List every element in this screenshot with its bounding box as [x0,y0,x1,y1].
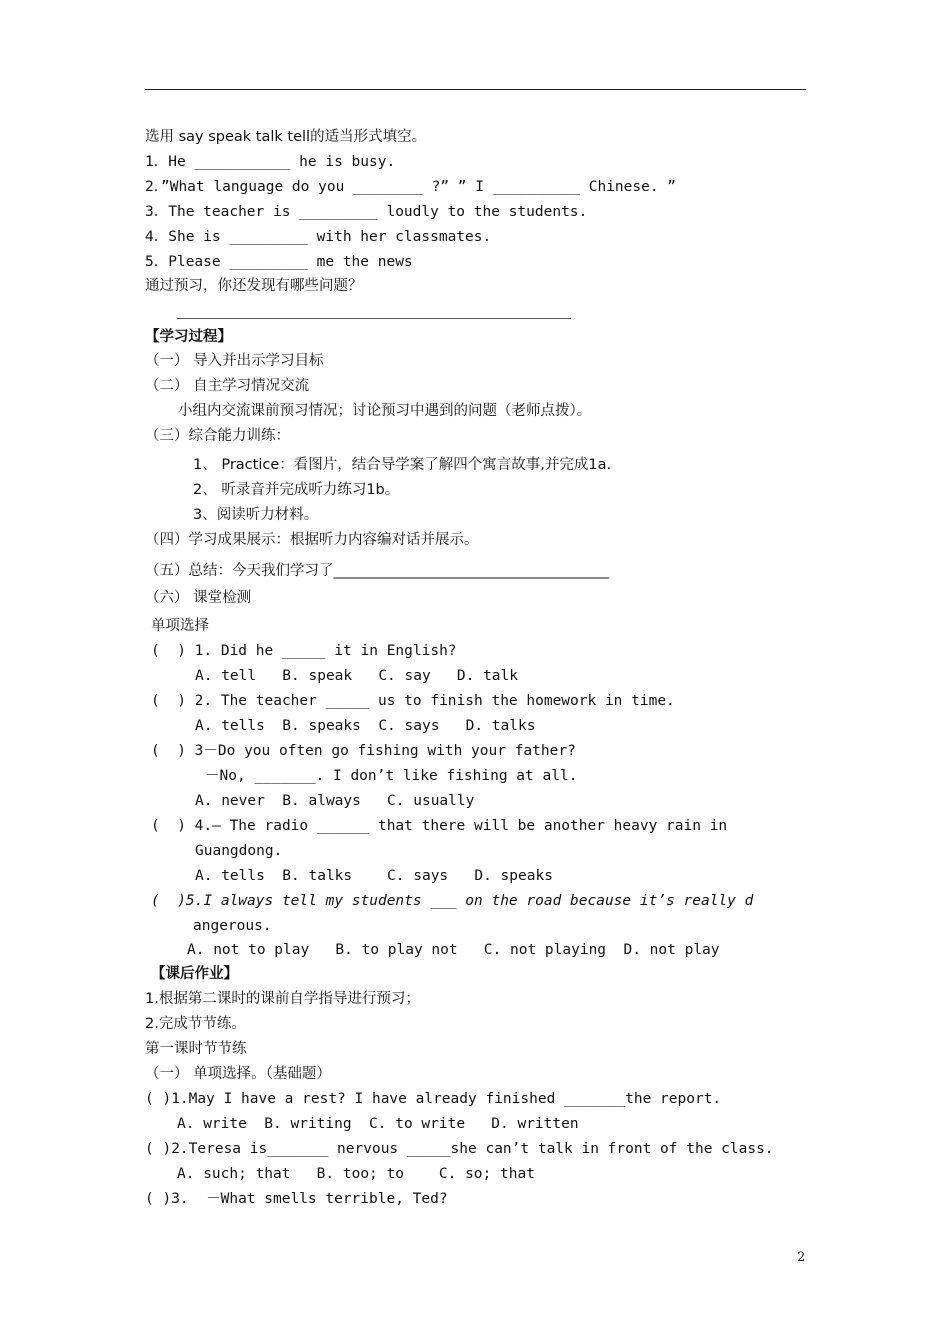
text-line: ( )3. －What smells terrible, Ted? [145,1191,448,1207]
text-line: ( )5.I always tell my students ___ on the road because it’s really d [151,893,754,909]
text-line: 5．Please _________ me the news [145,254,413,270]
text-line: （一） 单项选择。（基础题） [145,1066,331,1082]
text-line: （一） 导入并出示学习目标 [145,353,324,369]
text-line: A. not to play B. to play not C. not playing D. not play [187,942,720,958]
text-line: 通过预习，你还发现有哪些问题？ [145,278,363,294]
text-line: （四）学习成果展示：根据听力内容编对话并展示。 [145,532,479,548]
header-rule [145,89,806,90]
text-line: A. write B. writing C. to write D. written [177,1116,579,1132]
text-line: 1．He ___________ he is busy. [145,154,396,170]
text-line: 2．”What language do you ________ ?” ” I __________ Chinese. ” [145,179,677,195]
text-line: Guangdong. [195,843,283,859]
text-line: A. tell B. speak C. say D. talk [195,668,519,684]
text-line: ( ) 1. Did he _____ it in English? [151,643,457,659]
preview-questions-blank-line [177,318,571,319]
text-line: （五）总结：今天我们学习了______________________________________ [145,563,609,579]
text-line: ( ) 3－Do you often go fishing with your father? [151,743,576,759]
text-line: 3．The teacher is _________ loudly to the students. [145,204,588,220]
text-line: （三）综合能力训练： [145,428,290,444]
text-line: 【学习过程】 [145,329,232,345]
page-number: 2 [797,1250,806,1265]
text-line: 2.完成节节练。 [145,1016,246,1032]
text-line: 3、阅读听力材料。 [193,507,319,523]
text-line: ( ) 2. The teacher _____ us to finish the homework in time. [151,693,675,709]
text-line: 单项选择 [151,618,209,634]
text-line: ( ) 4.— The radio ______ that there will be another heavy rain in [151,818,728,834]
text-line: 1、 Practice：看图片，结合导学案了解四个寓言故事,并完成1a. [193,457,612,473]
text-line: A. never B. always C. usually [195,793,475,809]
text-line: ( )1.May I have a rest? I have already finished _______the report. [145,1091,722,1107]
text-line: A. tells B. talks C. says D. speaks [195,868,553,884]
text-line: （六） 课堂检测 [145,590,252,606]
text-line: 选用 say speak talk tell的适当形式填空。 [145,129,427,145]
text-line: 第一课时节节练 [145,1041,247,1057]
text-line: 4．She is _________ with her classmates. [145,229,492,245]
text-line: 【课后作业】 [151,966,238,982]
text-line: A. such; that B. too; to C. so; that [177,1166,535,1182]
text-line: （二） 自主学习情况交流 [145,378,310,394]
text-line: angerous. [193,918,272,934]
text-line: ( )2.Teresa is_______ nervous _____she can’t talk in front of the class. [145,1141,774,1157]
text-line: 小组内交流课前预习情况；讨论预习中遇到的问题（老师点拨）。 [178,403,592,419]
text-line: A. tells B. speaks C. says D. talks [195,718,536,734]
text-line: 2、 听录音并完成听力练习1b。 [193,482,400,498]
text-line: －No, _______. I don’t like fishing at all. [205,768,578,784]
text-line: 1.根据第二课时的课前自学指导进行预习； [145,991,420,1007]
